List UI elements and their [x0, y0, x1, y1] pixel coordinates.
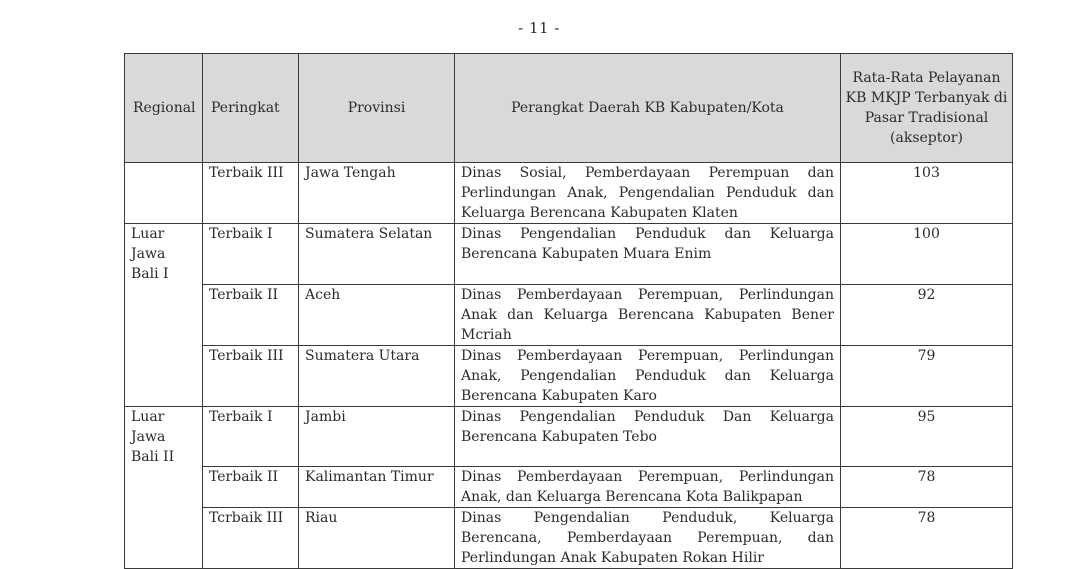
table-row — [125, 406, 1013, 467]
header-perangkat: Perangkat Daerah KB Kabupaten/Kota — [455, 54, 841, 163]
header-provinsi: Provinsi — [299, 54, 455, 163]
award-table — [124, 53, 1013, 569]
peringkat-cell: Terbaik III — [203, 345, 299, 406]
peringkat-cell: Terbaik I — [203, 224, 299, 285]
value-cell: 100 — [841, 224, 1013, 285]
table-row — [125, 467, 1013, 508]
perangkat-cell: Dinas Pemberdayaan Perempuan, Perlindungan Anak, Pengendalian Penduduk dan Keluarga Berencana Kabupaten Karo — [455, 345, 841, 406]
value-cell: 95 — [841, 406, 1013, 467]
perangkat-cell: Dinas Pemberdayaan Perempuan, Perlindungan Anak dan Keluarga Berencana Kabupaten Bener Mcriah — [455, 284, 841, 345]
table-row — [125, 224, 1013, 285]
value-cell: 78 — [841, 467, 1013, 508]
provinsi-cell: Riau — [299, 508, 455, 569]
value-cell: 79 — [841, 345, 1013, 406]
provinsi-cell: Kalimantan Timur — [299, 467, 455, 508]
table-row — [125, 508, 1013, 569]
value-cell: 103 — [841, 163, 1013, 224]
table-header-row — [125, 54, 1013, 163]
provinsi-cell: Aceh — [299, 284, 455, 345]
value-cell: 92 — [841, 284, 1013, 345]
perangkat-cell: Dinas Pengendalian Penduduk Dan Keluarga Berencana Kabupaten Tebo — [455, 406, 841, 467]
regional-cell — [125, 345, 203, 406]
perangkat-cell: Dinas Pengendalian Penduduk dan Keluarga Berencana Kabupaten Muara Enim — [455, 224, 841, 285]
page-number: - 11 - — [518, 19, 560, 37]
header-regional: Regional — [125, 54, 203, 163]
perangkat-cell: Dinas Pemberdayaan Perempuan, Perlindungan Anak, dan Keluarga Berencana Kota Balikpapan — [455, 467, 841, 508]
provinsi-cell: Sumatera Selatan — [299, 224, 455, 285]
regional-cell — [125, 163, 203, 224]
perangkat-cell: Dinas Pengendalian Penduduk, Keluarga Berencana, Pemberdayaan Perempuan, dan Perlindungan Anak Kabupaten Rokan Hilir — [455, 508, 841, 569]
value-cell: 78 — [841, 508, 1013, 569]
regional-cell — [125, 284, 203, 345]
perangkat-cell: Dinas Sosial, Pemberdayaan Perempuan dan Perlindungan Anak, Pengendalian Penduduk dan Keluarga Berencana Kabupaten Klaten — [455, 163, 841, 224]
provinsi-cell: Jawa Tengah — [299, 163, 455, 224]
provinsi-cell: Sumatera Utara — [299, 345, 455, 406]
table-row — [125, 345, 1013, 406]
header-rata-rata: Rata-Rata Pelayanan KB MKJP Terbanyak di Pasar Tradisional (akseptor) — [841, 54, 1013, 163]
peringkat-cell: Terbaik II — [203, 467, 299, 508]
table-row — [125, 163, 1013, 224]
peringkat-cell: Terbaik II — [203, 284, 299, 345]
peringkat-cell: Terbaik I — [203, 406, 299, 467]
provinsi-cell: Jambi — [299, 406, 455, 467]
table-row — [125, 284, 1013, 345]
regional-cell — [125, 467, 203, 508]
peringkat-cell: Tcrbaik III — [203, 508, 299, 569]
regional-cell: Luar Jawa Bali I — [125, 224, 203, 285]
regional-cell — [125, 508, 203, 569]
regional-cell: Luar Jawa Bali II — [125, 406, 203, 467]
peringkat-cell: Terbaik III — [203, 163, 299, 224]
header-peringkat: Peringkat — [203, 54, 299, 163]
